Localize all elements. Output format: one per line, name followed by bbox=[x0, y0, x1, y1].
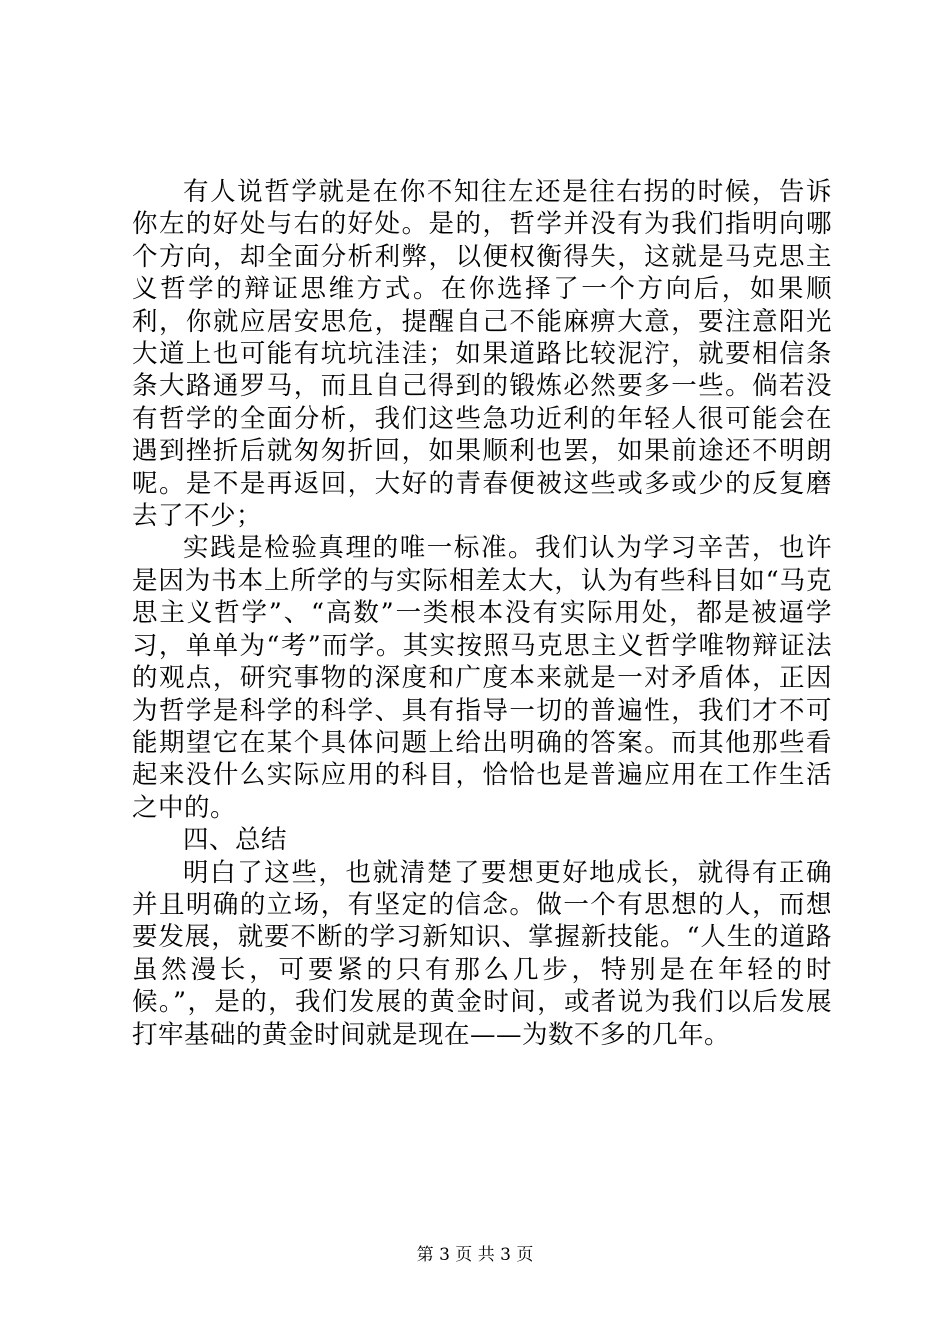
page-footer: 第 3 页 共 3 页 bbox=[416, 1245, 534, 1265]
paragraph-practice: 实践是检验真理的唯一标准。我们认为学习辛苦，也许是因为书本上所学的与实际相差太大，认为有些科目如“马克思主义哲学”、“高数”一类根本没有实际用处，都是被逼学习，单单为“考”而学。其实按照马克思主义哲学唯物辩证法的观点，研究事物的深度和广度本来就是一对矛盾体，正因为哲学是科学的科学、具有指导一切的普遍性，我们才不可能期望它在某个具体问题上给出明确的答案。而其他那些看起来没什么实际应用的科目，恰恰也是普遍应用在工作生活之中的。 bbox=[132, 533, 832, 823]
document-body bbox=[132, 176, 832, 1051]
paragraph-conclusion: 明白了这些，也就清楚了要想更好地成长，就得有正确并且明确的立场，有坚定的信念。做一个有思想的人，而想要发展，就要不断的学习新知识、掌握新技能。“人生的道路虽然漫长，可要紧的只有那么几步，特别是在年轻的时候。”，是的，我们发展的黄金时间，或者说为我们以后发展打牢基础的黄金时间就是现在——为数不多的几年。 bbox=[132, 857, 832, 1050]
section-heading-summary: 四、总结 bbox=[183, 825, 288, 856]
paragraph-philosophy: 有人说哲学就是在你不知往左还是往右拐的时候，告诉你左的好处与右的好处。是的，哲学并没有为我们指明向哪个方向，却全面分析利弊，以便权衡得失，这就是马克思主义哲学的辩证思维方式。在你选择了一个方向后，如果顺利，你就应居安思危，提醒自己不能麻痹大意，要注意阳光大道上也可能有坑坑洼洼；如果道路比较泥泞，就要相信条条大路通罗马，而且自己得到的锻炼必然要多一些。倘若没有哲学的全面分析，我们这些急功近利的年轻人很可能会在遇到挫折后就匆匆折回，如果顺利也罢，如果前途还不明朗呢。是不是再返回，大好的青春便被这些或多或少的反复磨去了不少； bbox=[132, 177, 832, 532]
